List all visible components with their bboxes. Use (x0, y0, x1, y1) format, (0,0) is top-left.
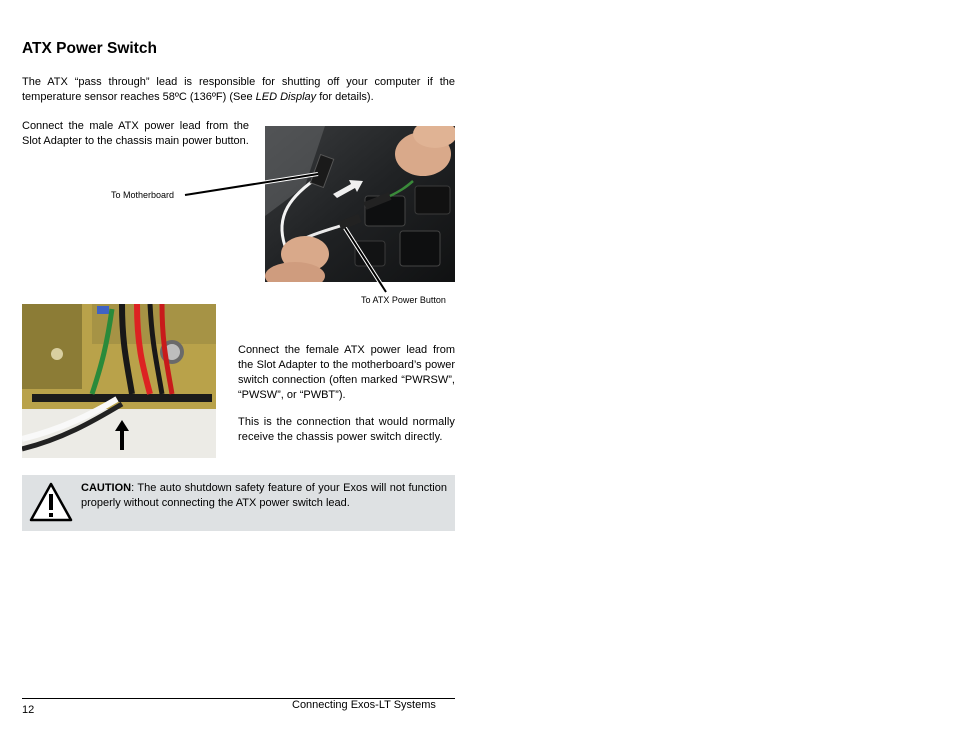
caution-text (81, 481, 447, 511)
page-title: ATX Power Switch (22, 40, 157, 57)
footer-title: Connecting Exos-LT Systems (292, 699, 436, 711)
intro-text-2: for details). (316, 91, 374, 103)
caution-message: : The auto shutdown safety feature of your Exos will not function properly without connecting the ATX power switch lead. (81, 482, 447, 509)
callout-to-motherboard: To Motherboard (111, 190, 175, 200)
callout-to-atx-power-button: To ATX Power Button (361, 295, 446, 305)
motherboard-photo (22, 304, 216, 458)
page-number: 12 (22, 704, 35, 716)
warning-triangle-icon (28, 481, 74, 523)
caution-label: CAUTION (81, 482, 132, 494)
step2-note-paragraph: This is the connection that would normally receive the chassis power switch directly. (238, 416, 455, 443)
led-display-reference: LED Display (255, 91, 317, 103)
intro-text-1: The ATX “pass through” lead is responsible for shutting off your computer if the temperature sensor reaches 58ºC (136ºF) (See (22, 76, 455, 103)
step2-paragraph: Connect the female ATX power lead from the Slot Adapter to the motherboard’s power switch connection (often marked “PWRSW”, “PWSW”, or “PWBT”). (238, 344, 455, 401)
step1-paragraph: Connect the male ATX power lead from the Slot Adapter to the chassis main power button. (22, 120, 249, 147)
chassis-photo (265, 126, 455, 282)
caution-box (22, 475, 455, 531)
intro-paragraph (22, 75, 455, 105)
